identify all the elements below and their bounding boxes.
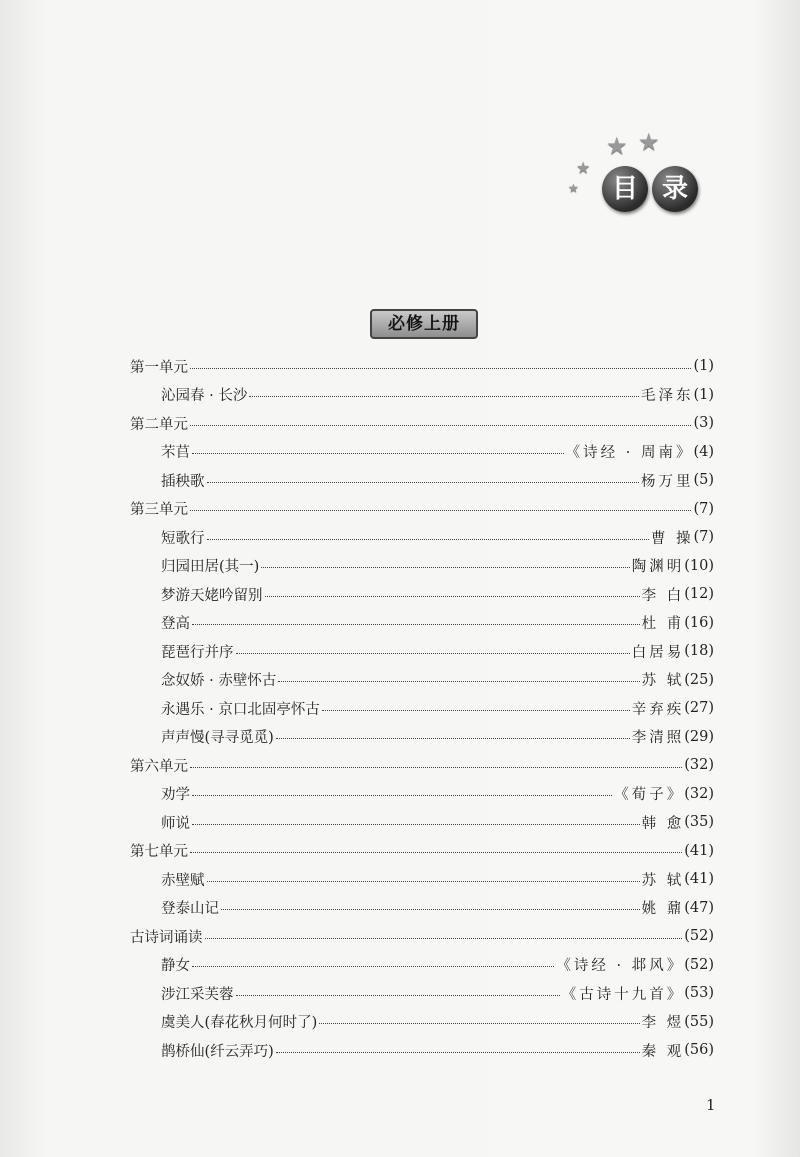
toc-title: 虞美人(春花秋月何时了) [161, 1015, 318, 1032]
toc-entry-row [130, 381, 714, 410]
toc-entry-row [130, 609, 714, 638]
toc-page-number: (3) [693, 415, 714, 432]
leader-dots [192, 966, 554, 967]
toc-title: 古诗词诵读 [130, 929, 203, 946]
page-number: 1 [706, 1096, 716, 1114]
toc-entry-row [130, 951, 714, 980]
toc-author: 李清照 [631, 730, 685, 747]
toc-page-number: (1) [693, 386, 714, 403]
leader-dots [249, 396, 639, 397]
toc-page-number: (18) [684, 643, 714, 660]
toc-title: 念奴娇 · 赤壁怀古 [161, 673, 277, 690]
toc-page-number: (52) [684, 956, 714, 973]
leader-dots [190, 425, 691, 426]
toc-title: 梦游天姥吟留别 [161, 587, 263, 604]
heading-char-mu: 目 [602, 166, 648, 212]
toc-page-number: (41) [684, 842, 714, 859]
toc-title: 登泰山记 [161, 901, 219, 918]
toc-author: 《荀子》 [614, 787, 685, 804]
toc-page-number: (7) [693, 500, 714, 517]
leader-dots [276, 1052, 640, 1053]
toc-author: 白居易 [631, 644, 685, 661]
toc-author: 韩 愈 [641, 815, 685, 832]
toc-author: 李 白 [641, 587, 685, 604]
toc-title: 师说 [161, 815, 190, 832]
leader-dots [221, 909, 640, 910]
leader-dots [190, 852, 682, 853]
leader-dots [207, 482, 639, 483]
toc-title: 赤壁赋 [161, 872, 205, 889]
toc-page-number: (52) [684, 928, 714, 945]
toc-page-number: (56) [684, 1042, 714, 1059]
leader-dots [192, 824, 640, 825]
table-of-contents [130, 352, 714, 1065]
toc-title: 声声慢(寻寻觅觅) [161, 730, 274, 747]
toc-author: 杨万里 [640, 473, 694, 490]
toc-page-number: (29) [684, 728, 714, 745]
leader-dots [278, 681, 639, 682]
leader-dots [207, 539, 649, 540]
toc-author: 李 煜 [641, 1015, 685, 1032]
leader-dots [205, 938, 683, 939]
toc-page-number: (7) [693, 529, 714, 546]
toc-page-number: (5) [693, 472, 714, 489]
toc-entry-row [130, 780, 714, 809]
toc-entry-row [130, 979, 714, 1008]
toc-entry-row [130, 438, 714, 467]
toc-title: 琵琶行并序 [161, 644, 234, 661]
toc-author: 苏 轼 [641, 872, 685, 889]
toc-title: 第六单元 [130, 758, 188, 775]
toc-author: 陶渊明 [631, 559, 685, 576]
toc-title: 归园田居(其一) [161, 559, 260, 576]
toc-title: 沁园春 · 长沙 [161, 388, 248, 405]
toc-unit-row [130, 837, 714, 866]
toc-entry-row [130, 523, 714, 552]
toc-title: 芣苢 [161, 445, 190, 462]
leader-dots [261, 567, 629, 568]
leader-dots [319, 1023, 639, 1024]
toc-entry-row [130, 894, 714, 923]
toc-header [568, 128, 708, 218]
heading-char-lu: 录 [652, 166, 698, 212]
toc-title: 插秧歌 [161, 473, 205, 490]
toc-title: 第三单元 [130, 502, 188, 519]
leader-dots [276, 738, 630, 739]
leader-dots [192, 795, 612, 796]
leader-dots [192, 624, 640, 625]
leader-dots [207, 881, 640, 882]
toc-author: 毛泽东 [640, 388, 694, 405]
toc-unit-row [130, 751, 714, 780]
toc-page-number: (32) [684, 757, 714, 774]
toc-page-number: (32) [684, 785, 714, 802]
section-title: 必修上册 [370, 309, 478, 339]
toc-page-number: (55) [684, 1013, 714, 1030]
toc-author: 秦 观 [641, 1043, 685, 1060]
toc-entry-row [130, 637, 714, 666]
toc-page-number: (53) [684, 985, 714, 1002]
toc-title: 登高 [161, 616, 190, 633]
star-icon: ★ [638, 128, 660, 156]
toc-author: 辛弃疾 [631, 701, 685, 718]
leader-dots [265, 596, 640, 597]
leader-dots [236, 653, 630, 654]
toc-title: 第二单元 [130, 416, 188, 433]
toc-page-number: (12) [684, 586, 714, 603]
toc-entry-row [130, 580, 714, 609]
leader-dots [190, 767, 682, 768]
toc-entry-row [130, 552, 714, 581]
toc-title: 劝学 [161, 787, 190, 804]
leader-dots [192, 453, 564, 454]
toc-page-number: (35) [684, 814, 714, 831]
toc-author: 姚 鼐 [641, 901, 685, 918]
toc-entry-row [130, 1008, 714, 1037]
toc-page-number: (16) [684, 614, 714, 631]
toc-entry-row [130, 694, 714, 723]
toc-page-number: (25) [684, 671, 714, 688]
leader-dots [236, 995, 560, 996]
toc-author: 苏 轼 [641, 673, 685, 690]
toc-entry-row [130, 865, 714, 894]
toc-unit-row [130, 409, 714, 438]
star-icon: ★ [576, 158, 591, 177]
toc-entry-row [130, 1036, 714, 1065]
toc-title: 永遇乐 · 京口北固亭怀古 [161, 701, 320, 718]
toc-entry-row [130, 666, 714, 695]
toc-page-number: (4) [693, 443, 714, 460]
toc-page-number: (47) [684, 899, 714, 916]
leader-dots [190, 368, 691, 369]
toc-unit-row [130, 922, 714, 951]
toc-page-number: (27) [684, 700, 714, 717]
toc-page-number: (10) [684, 557, 714, 574]
toc-page-number: (1) [693, 358, 714, 375]
star-icon: ★ [606, 132, 628, 160]
toc-title: 涉江采芙蓉 [161, 986, 234, 1003]
toc-author: 《诗经 · 邶风》 [556, 958, 685, 975]
toc-title: 鹊桥仙(纤云弄巧) [161, 1043, 274, 1060]
leader-dots [190, 510, 691, 511]
toc-author: 《诗经 · 周南》 [565, 445, 694, 462]
toc-title: 第一单元 [130, 359, 188, 376]
toc-unit-row [130, 495, 714, 524]
toc-unit-row [130, 352, 714, 381]
toc-title: 短歌行 [161, 530, 205, 547]
toc-author: 杜 甫 [641, 616, 685, 633]
star-icon: ★ [568, 181, 579, 195]
toc-entry-row [130, 723, 714, 752]
toc-title: 第七单元 [130, 844, 188, 861]
toc-page-number: (41) [684, 871, 714, 888]
toc-title: 静女 [161, 958, 190, 975]
toc-author: 曹 操 [650, 530, 694, 547]
toc-author: 《古诗十九首》 [561, 986, 685, 1003]
leader-dots [322, 710, 630, 711]
toc-entry-row [130, 808, 714, 837]
toc-entry-row [130, 466, 714, 495]
